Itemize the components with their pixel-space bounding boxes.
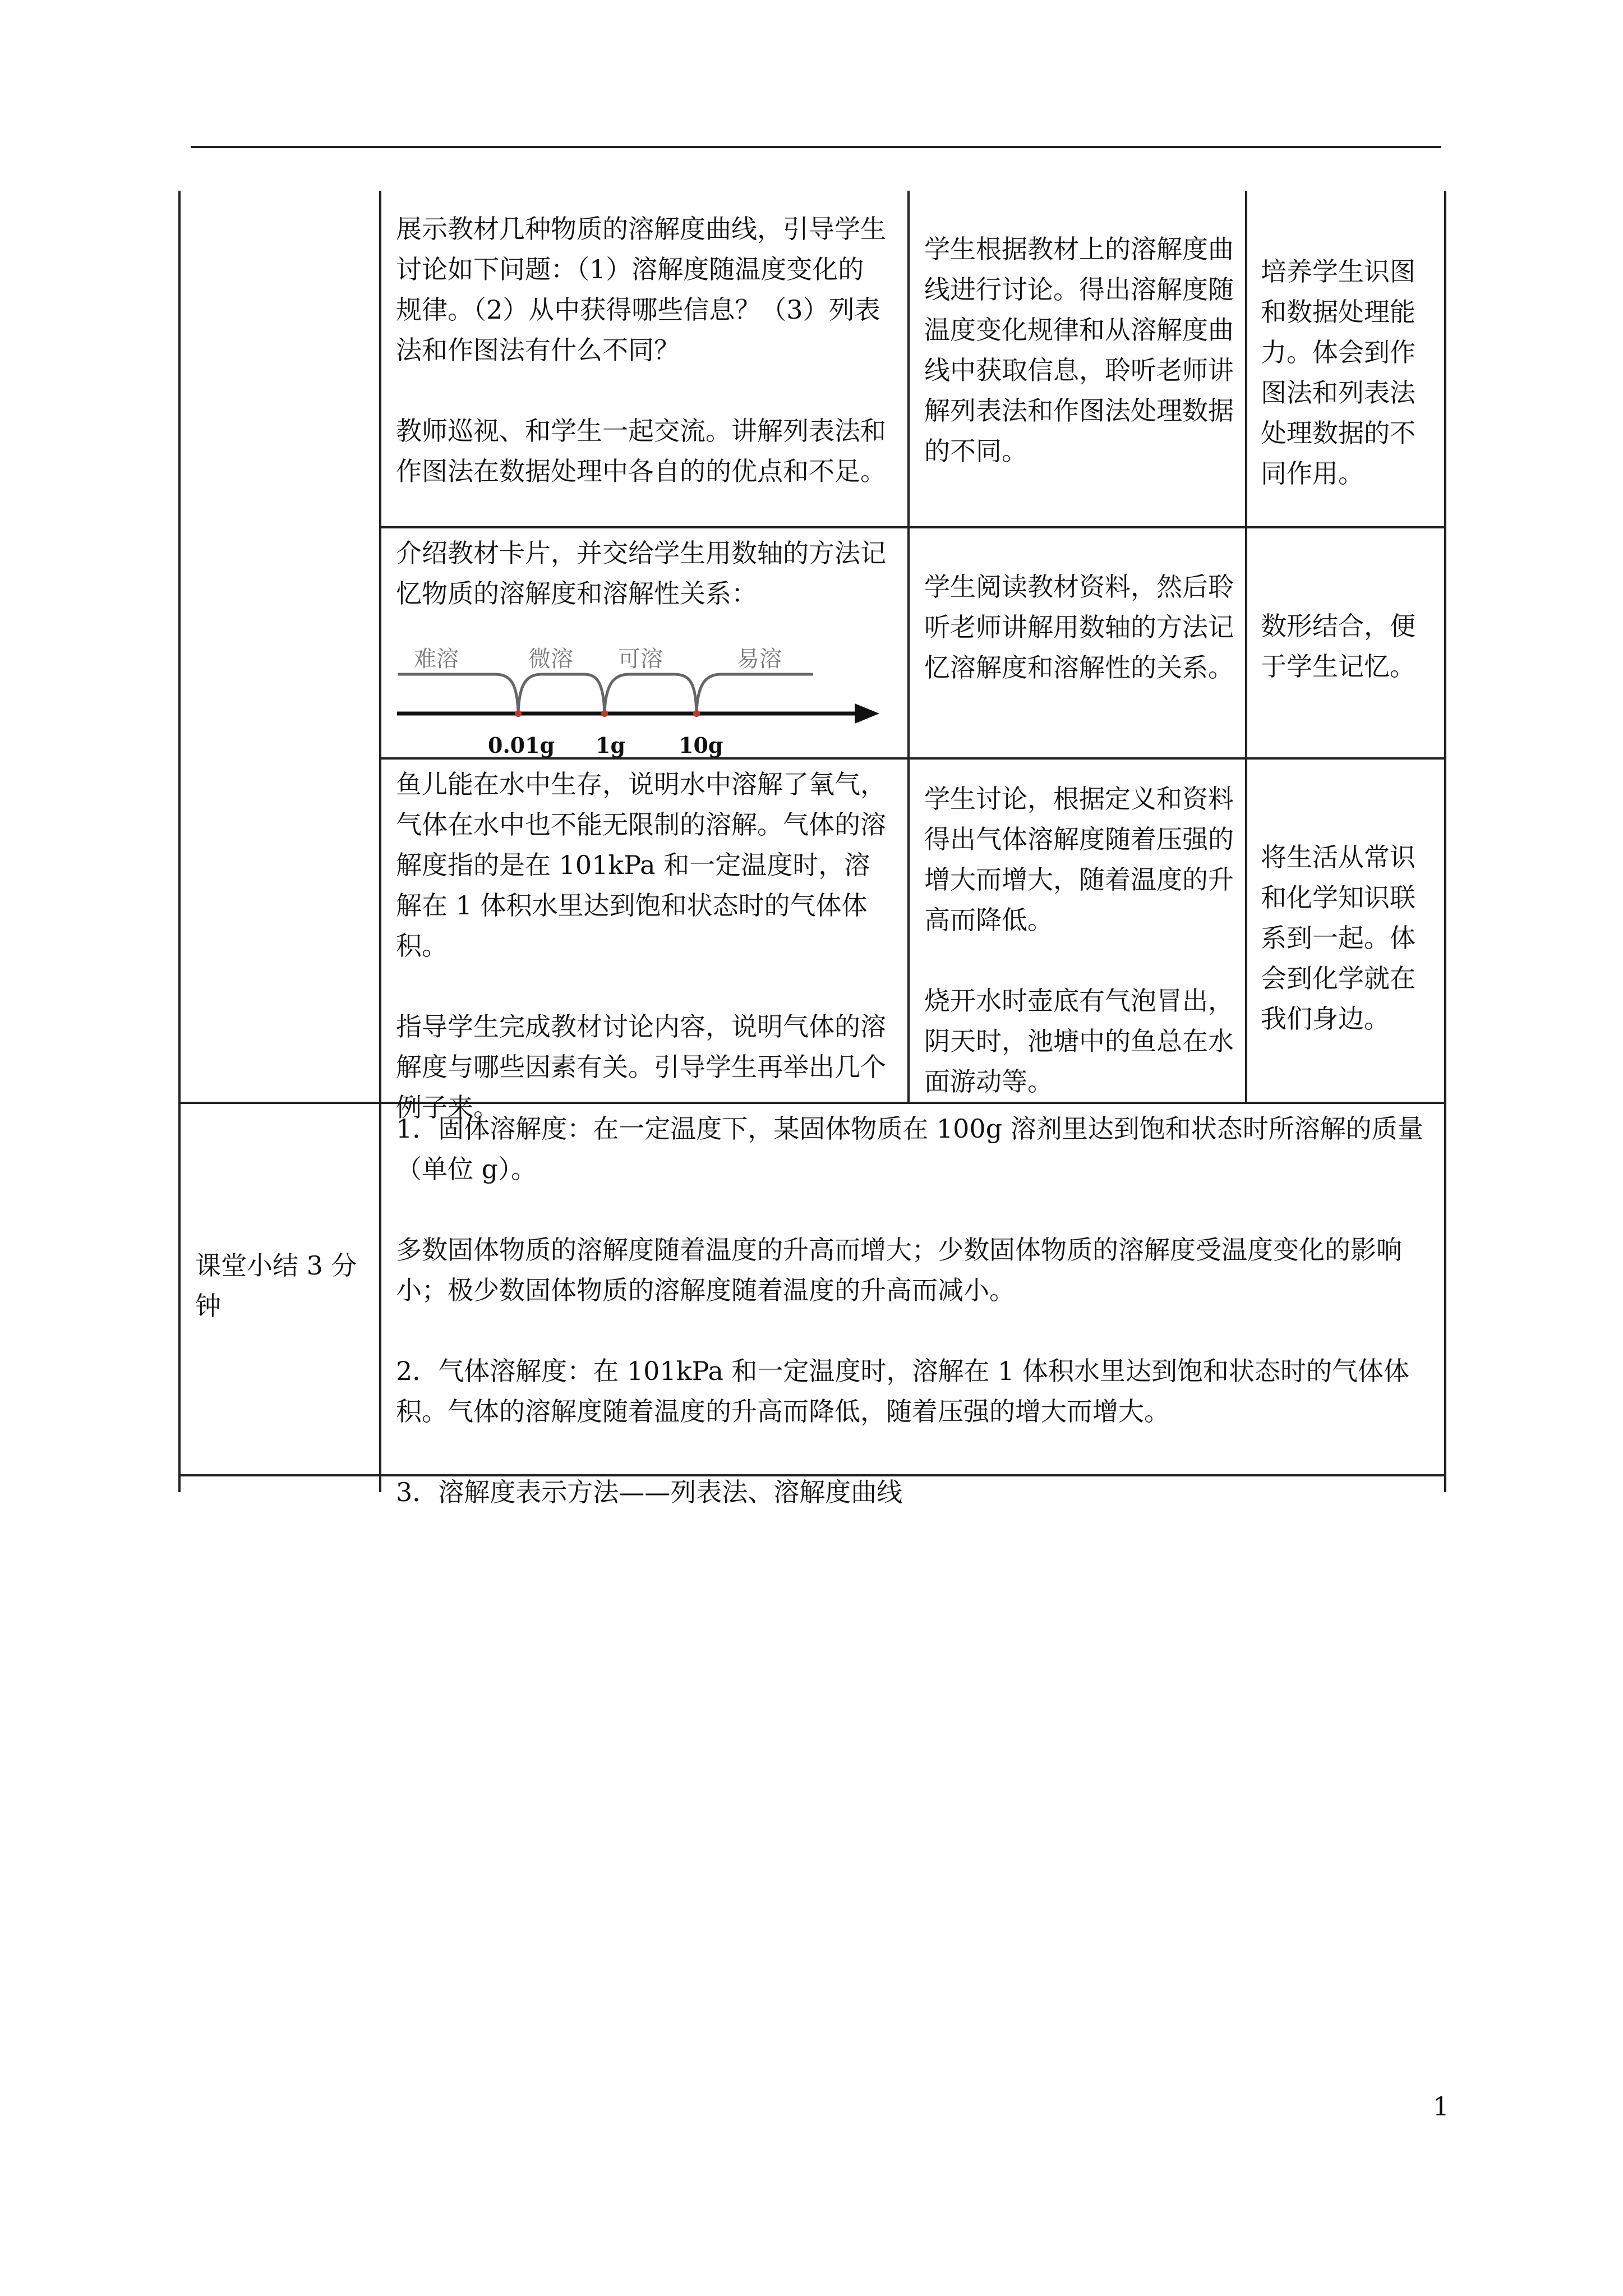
row3-teacher-text-2: 指导学生完成教材讨论内容，说明气体的溶解度与哪些因素有关。引导学生再举出几个例子来。 <box>396 1011 886 1122</box>
category-label-soluble: 可溶 <box>618 646 663 672</box>
summary-item-4: 3．溶解度表示方法——列表法、溶解度曲线 <box>396 1477 903 1507</box>
row2-student-cell <box>924 567 1234 688</box>
row3-teacher-text-1: 鱼儿能在水中生存，说明水中溶解了氧气，气体在水中也不能无限制的溶解。气体的溶解度指的是在 101kPa 和一定温度时，溶解在 1 体积水里达到饱和状态时的气体体积。 <box>396 769 886 961</box>
row1-teacher-text-2: 教师巡视、和学生一起交流。讲解列表法和作图法在数据处理中各自的的优点和不足。 <box>396 416 886 486</box>
row2-student-text: 学生阅读教材资料，然后聆听老师讲解用数轴的方法记忆溶解度和溶解性的关系。 <box>924 572 1234 683</box>
row2-teacher-cell <box>396 533 889 614</box>
summary-item-1: 1．固体溶解度：在一定温度下，某固体物质在 100g 溶剂里达到饱和状态时所溶解的质量（单位 g）。 <box>396 1114 1423 1184</box>
row1-intent-text: 培养学生识图和数据处理能力。体会到作图法和列表法处理数据的不同作用。 <box>1261 256 1415 489</box>
summary-label: 课堂小结 3 分钟 <box>195 1250 357 1321</box>
row3-intent-text: 将生活从常识和化学知识联系到一起。体会到化学就在我们身边。 <box>1261 842 1415 1034</box>
table-border-right <box>1444 191 1446 1492</box>
row1-student-text: 学生根据教材上的溶解度曲线进行讨论。得出溶解度随温度变化规律和从溶解度曲线中获取信息，聆听老师讲解列表法和作图法处理数据的不同。 <box>924 234 1234 466</box>
category-label-slightly-soluble: 微溶 <box>528 646 573 672</box>
category-brace-line <box>398 674 813 712</box>
tick-label-1g: 1g <box>596 733 626 758</box>
row-divider-1 <box>379 526 1446 528</box>
row2-intent-cell <box>1261 606 1429 687</box>
row3-student-text-2: 烧开水时壶底有气泡冒出，阴天时，池塘中的鱼总在水面游动等。 <box>924 986 1234 1097</box>
row3-student-cell <box>924 779 1234 1102</box>
summary-label-cell <box>195 1245 369 1326</box>
solubility-number-line <box>394 628 882 763</box>
row3-intent-cell <box>1261 837 1429 1039</box>
category-label-insoluble: 难溶 <box>414 646 459 672</box>
category-label-readily-soluble: 易溶 <box>737 646 782 672</box>
header-rule <box>191 146 1441 148</box>
page-number: 1 <box>1432 2091 1449 2122</box>
row1-teacher-cell <box>396 209 889 491</box>
tick-label-0-01g: 0.01g <box>488 733 555 758</box>
table-divider-teacher <box>907 191 910 1104</box>
tick-mark-0-01g <box>515 710 522 717</box>
axis-arrowhead <box>855 703 879 724</box>
row3-student-text-1: 学生讨论，根据定义和资料得出气体溶解度随着压强的增大而增大，随着温度的升高而降低。 <box>924 784 1234 935</box>
tick-mark-10g <box>693 710 700 717</box>
summary-item-2: 多数固体物质的溶解度随着温度的升高而增大；少数固体物质的溶解度受温度变化的影响小；极少数固体物质的溶解度随着温度的升高而减小。 <box>396 1235 1402 1305</box>
row3-teacher-cell <box>396 764 889 1128</box>
row1-intent-cell <box>1261 251 1429 494</box>
row1-teacher-text-1: 展示教材几种物质的溶解度曲线，引导学生讨论如下问题：（1）溶解度随温度变化的规律。（2）从中获得哪些信息？（3）列表法和作图法有什么不同？ <box>396 214 886 365</box>
tick-mark-1g <box>601 710 608 717</box>
row1-student-cell <box>924 229 1234 471</box>
row2-intent-text: 数形结合，便于学生记忆。 <box>1261 611 1415 682</box>
row2-teacher-text: 介绍教材卡片，并交给学生用数轴的方法记忆物质的溶解度和溶解性关系： <box>396 538 886 609</box>
summary-content-cell <box>396 1108 1439 1512</box>
table-divider-student <box>1245 191 1247 1104</box>
table-border-left <box>178 191 181 1492</box>
table-divider-label <box>379 191 381 1492</box>
tick-label-10g: 10g <box>679 733 723 758</box>
summary-item-3: 2．气体溶解度：在 101kPa 和一定温度时，溶解在 1 体积水里达到饱和状态时的气体体积。气体的溶解度随着温度的升高而降低，随着压强的增大而增大。 <box>396 1356 1410 1427</box>
